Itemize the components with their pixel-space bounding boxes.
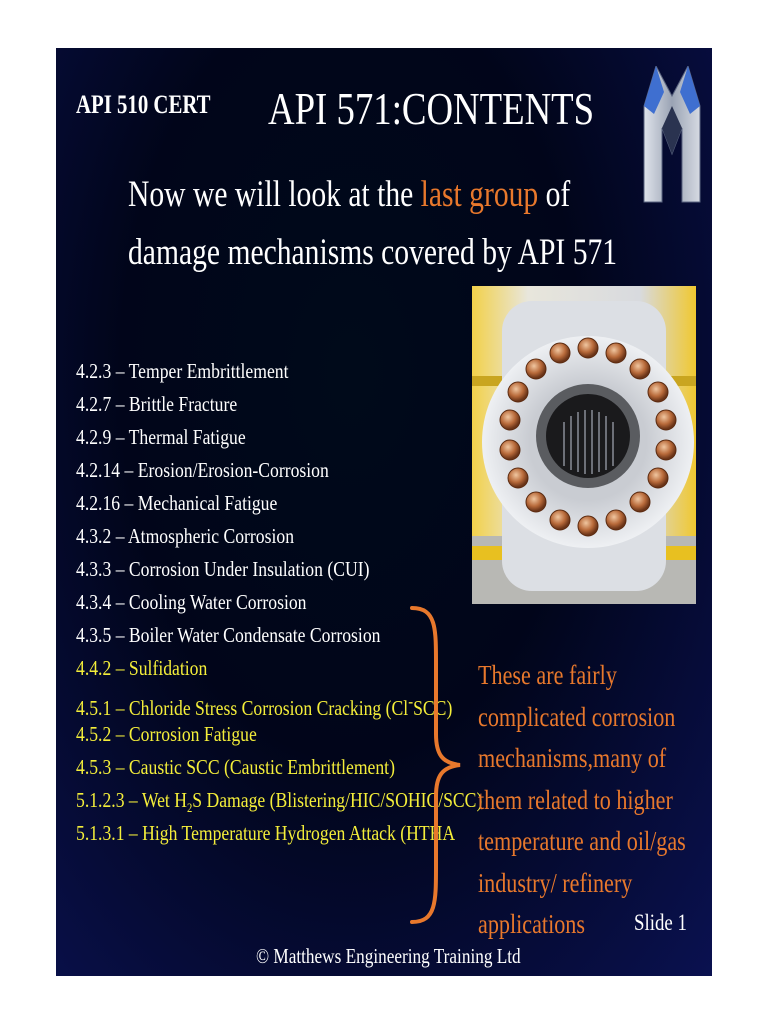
list-item: 4.3.2 – Atmospheric Corrosion	[76, 524, 295, 548]
note-text: These are fairly complicated corrosion mechanisms,many of them related to higher temperature and oil/gas industry/ refinery applications	[478, 660, 686, 939]
wet-h2s-text: 5.1.2.3 – Wet H	[76, 788, 187, 812]
list-item: 4.2.14 – Erosion/Erosion-Corrosion	[76, 458, 329, 482]
intro-text	[128, 166, 640, 282]
right-curly-brace	[408, 604, 468, 926]
wet-h2s-text-end: S Damage (Blistering/HIC/SOHIC/SCC)	[192, 788, 483, 812]
list-item: 4.2.9 – Thermal Fatigue	[76, 425, 246, 449]
matthews-m-logo	[642, 66, 702, 204]
list-item-htha: 5.1.3.1 – High Temperature Hydrogen Attack (HTHA	[76, 821, 456, 845]
clscc-text-end: SCC)	[413, 696, 453, 720]
list-item: 4.3.4 – Cooling Water Corrosion	[76, 590, 307, 614]
list-item-corrosion-fatigue: 4.5.2 – Corrosion Fatigue	[76, 722, 257, 746]
slide-title: API 571:CONTENTS	[268, 83, 595, 134]
wet-h2s-subscript: 2	[186, 801, 193, 816]
intro-highlight: last group	[420, 174, 539, 215]
list-item-caustic-scc: 4.5.3 – Caustic SCC (Caustic Embrittlement)	[76, 755, 395, 779]
list-item: 4.2.7 – Brittle Fracture	[76, 392, 238, 416]
cert-label: API 510 CERT	[76, 90, 211, 119]
heat-exchanger-flange-photo	[472, 286, 696, 604]
list-item: 4.3.5 – Boiler Water Condensate Corrosion	[76, 623, 381, 647]
clscc-text: 4.5.1 – Chloride Stress Corrosion Cracking (Cl	[76, 696, 409, 720]
list-item: 4.2.16 – Mechanical Fatigue	[76, 491, 278, 515]
list-item: 4.2.3 – Temper Embrittlement	[76, 359, 289, 383]
intro-after: of damage mechanisms covered by API 571	[128, 174, 618, 273]
list-item-sulfidation: 4.4.2 – Sulfidation	[76, 656, 208, 680]
intro-before: Now we will look at the	[128, 174, 421, 215]
slide	[56, 48, 712, 976]
slide-number: Slide 1	[634, 910, 687, 935]
list-item: 4.3.3 – Corrosion Under Insulation (CUI)	[76, 557, 370, 581]
copyright-footer: © Matthews Engineering Training Ltd	[256, 944, 521, 968]
clscc-superscript: -	[408, 691, 414, 711]
